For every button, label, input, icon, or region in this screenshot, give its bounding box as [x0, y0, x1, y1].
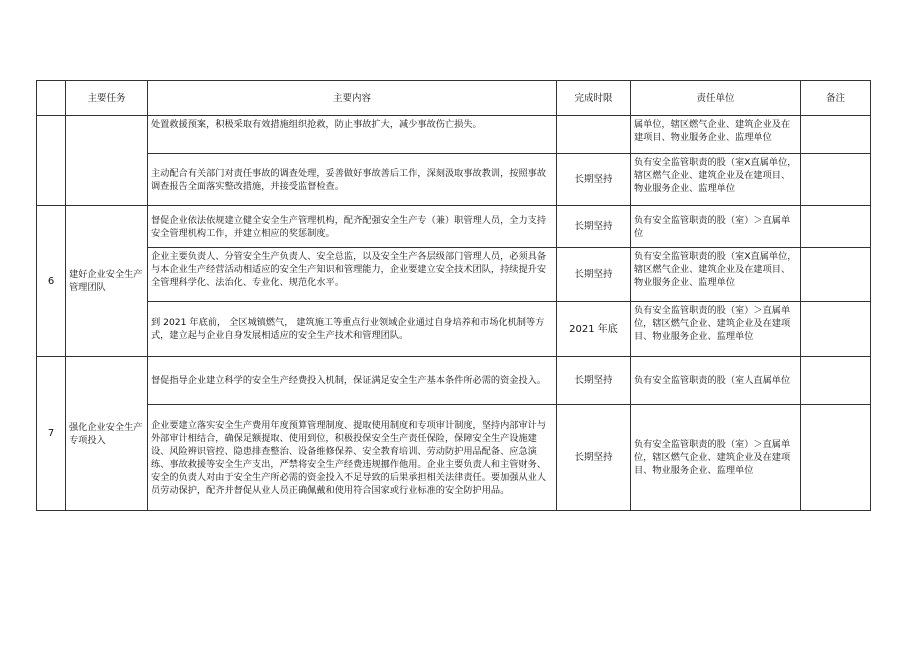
unit-cell: 负有安全监管职责的股（室）＞直属单位，辖区燃气企业、建筑企业及在建项目、物业服务企业、监理单位: [631, 405, 801, 511]
deadline-cell: 长期坚持: [557, 357, 631, 405]
content-cell: 督促指导企业建立科学的安全生产经费投入机制，保证满足安全生产基本条件所必需的资金投入。: [148, 357, 557, 405]
header-task: 主要任务: [66, 81, 148, 116]
header-content: 主要内容: [148, 81, 557, 116]
header-remarks: 备注: [801, 81, 871, 116]
table-row: [37, 116, 871, 154]
remark-cell: [801, 206, 871, 248]
remark-cell: [801, 248, 871, 302]
unit-cell: 负有安全监管职责的股（室X直属单位，辖区燃气企业、建筑企业及在建项目、物业服务企业、监理单位: [631, 154, 801, 206]
remark-cell: [801, 405, 871, 511]
content-cell: 到 2021 年底前， 全区城镇燃气， 建筑施工等重点行业领域企业通过自身培养和市场化机制等方式，建立起与企业自身发展相适应的安全生产技术和管理团队。: [148, 302, 557, 357]
task-cell: 强化企业安全生产专项投入: [66, 357, 148, 511]
deadline-cell: 长期坚持: [557, 405, 631, 511]
table-row: [37, 405, 871, 511]
header-deadline: 完成时限: [557, 81, 631, 116]
header-index: [37, 81, 66, 116]
table-row: [37, 248, 871, 302]
table-header-row: [37, 81, 871, 116]
deadline-cell: 长期坚持: [557, 154, 631, 206]
remark-cell: [801, 154, 871, 206]
unit-cell: 负有安全监管职责的股（室人直属单位: [631, 357, 801, 405]
index-cell: 7: [37, 357, 66, 511]
unit-cell: 负有安全监管职责的股（室）＞直属单位: [631, 206, 801, 248]
deadline-cell: 长期坚持: [557, 248, 631, 302]
deadline-cell: 2021 年底: [557, 302, 631, 357]
table-row: [37, 357, 871, 405]
content-cell: 督促企业依法依规建立健全安全生产管理机构，配齐配强安全生产专（兼）职管理人员，全力支持安全管理机构工作，并建立相应的奖惩制度。: [148, 206, 557, 248]
unit-cell: 负有安全监管职责的股（室X直属单位，辖区燃气企业、建筑企业及在建项目、物业服务企业、监理单位: [631, 248, 801, 302]
remark-cell: [801, 302, 871, 357]
content-cell: 企业要建立落实安全生产费用年度预算管理制度、提取使用制度和专项审计制度，坚持内部审计与外部审计相结合，确保足额提取、使用到位，积极投保安全生产责任保险，保障安全生产设施建设、风险辨识管控、隐患排查整治、设备维修保养、安全教育培训、劳动防护用品配备、应急演练、事故救援等安全生产支出，严禁将安全生产经费违规挪作他用。企业主要负责人和主管财务、安全的负责人对由于安全生产所必需的资金投入不足导致的后果承担相关法律责任。要加强从业人员劳动保护，配齐并督促从业人员正确佩戴和使用符合国家或行业标准的安全防护用品。: [148, 405, 557, 511]
index-cell: [37, 116, 66, 206]
remark-cell: [801, 357, 871, 405]
header-responsible-unit: 责任单位: [631, 81, 801, 116]
content-cell: 主动配合有关部门对责任事故的调查处理，妥善做好事故善后工作，深刻汲取事故教训，按照事故调查报告全面落实整改措施，并接受监督检查。: [148, 154, 557, 206]
content-cell: 处置救援预案，积极采取有效措施组织抢救，防止事故扩大，减少事故伤亡损失。: [148, 116, 557, 154]
table-row: [37, 302, 871, 357]
unit-cell: 属单位，辖区燃气企业、建筑企业及在建项目、物业服务企业、监理单位: [631, 116, 801, 154]
table-row: [37, 154, 871, 206]
remark-cell: [801, 116, 871, 154]
deadline-cell: 长期坚持: [557, 206, 631, 248]
index-cell: 6: [37, 206, 66, 357]
task-table: [36, 80, 871, 511]
deadline-cell: [557, 116, 631, 154]
table-row: [37, 206, 871, 248]
content-cell: 企业主要负责人、分管安全生产负责人、安全总监，以及安全生产各层级部门管理人员，必须具备与本企业生产经营活动相适应的安全生产知识和管理能力，企业要建立安全技术团队，持续提升安全管理科学化、法治化、专业化、规范化水平。: [148, 248, 557, 302]
unit-cell: 负有安全监管职责的股（室）＞直属单位，辖区燃气企业、建筑企业及在建项目、物业服务企业、监理单位: [631, 302, 801, 357]
task-cell: 建好企业安全生产管理团队: [66, 206, 148, 357]
task-cell: [66, 116, 148, 206]
